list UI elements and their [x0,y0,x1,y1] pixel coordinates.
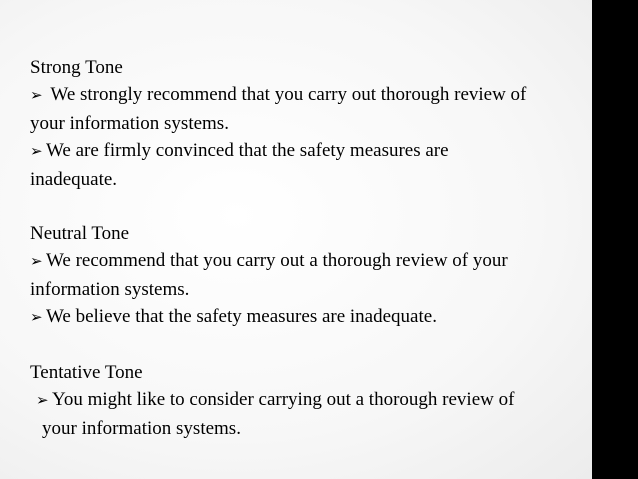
strong-tone-bullet-1: ➢ We strongly recommend that you carry out thorough review of [30,81,592,110]
neutral-tone-heading: Neutral Tone [30,223,130,244]
strong-tone-bullet-2: ➢ We are firmly convinced that the safety measures are [30,137,592,166]
right-black-sidebar [592,0,638,479]
arrow-bullet-icon: ➢ [36,393,49,409]
strong-tone-bullet-2-cont: inadequate. [30,169,118,190]
arrow-bullet-icon: ➢ [30,144,43,160]
neutral-tone-bullet-1: ➢ We recommend that you carry out a thorough review of your [30,247,592,276]
tentative-tone-heading: Tentative Tone [30,362,143,383]
strong-tone-bullet-1-cont: your information systems. [30,113,229,134]
tentative-tone-bullet-1: ➢ You might like to consider carrying out a thorough review of your information systems. [30,386,592,442]
section-gap [30,193,592,220]
tentative-tone-bullet-1-cont: your information systems. [42,418,241,439]
arrow-bullet-icon: ➢ [30,88,43,104]
arrow-bullet-icon: ➢ [30,254,43,270]
arrow-bullet-icon: ➢ [30,310,43,326]
neutral-tone-bullet-1-cont: information systems. [30,279,190,300]
slide-content [30,54,592,442]
section-gap [30,332,592,359]
neutral-tone-bullet-2: ➢ We believe that the safety measures are inadequate. [30,303,592,332]
strong-tone-heading: Strong Tone [30,57,123,78]
